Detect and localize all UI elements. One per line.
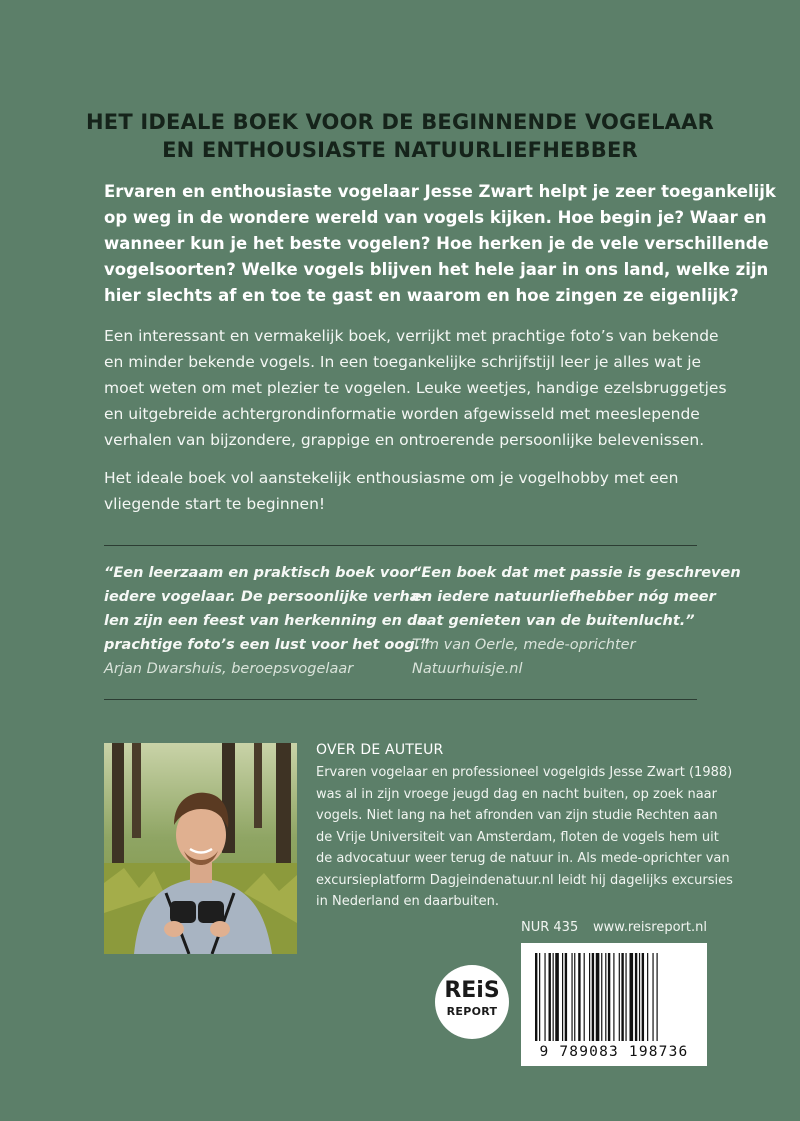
intro-line: Ervaren en enthousiaste vogelaar Jesse Zwart helpt je zeer toegankelijk [104, 182, 776, 201]
quote-line: iedere vogelaar. De persoonlijke verha- [104, 589, 426, 605]
barcode-bar [589, 953, 590, 1041]
barcode-bar [601, 953, 602, 1041]
quote-attribution: Tim van Oerle, mede-oprichter [412, 637, 636, 653]
quote-line: “Een boek dat met passie is geschreven [412, 565, 741, 581]
barcode-bar [619, 953, 620, 1041]
author-bio-line: de advocatuur weer terug de natuur in. Als mede-oprichter van [316, 851, 730, 866]
quote-line: prachtige foto’s een lust voor het oog.” [104, 637, 430, 653]
barcode-bar [642, 953, 644, 1041]
closing-paragraph [104, 465, 714, 517]
barcode-bar [544, 953, 545, 1041]
author-bio-line: in Nederland en daarbuiten. [316, 894, 499, 909]
intro-line: op weg in de wondere wereld van vogels kijken. Hoe begin je? Waar en [104, 208, 767, 227]
barcode-bar [555, 953, 559, 1041]
nur-code: NUR 435 [521, 920, 579, 935]
divider-top [104, 545, 697, 546]
barcode-bar [592, 953, 594, 1041]
barcode-bar [565, 953, 567, 1041]
closing-line: vliegende start te beginnen! [104, 495, 326, 513]
barcode-bar [535, 953, 537, 1041]
description-line: en uitgebreide achtergrondinformatie worden afgewisseld met meeslepende [104, 405, 700, 423]
author-heading: OVER DE AUTEUR [316, 742, 444, 758]
barcode-bar [549, 953, 551, 1041]
quote-line: “Een leerzaam en praktisch boek voor [104, 565, 417, 581]
barcode-bar [596, 953, 600, 1041]
barcode-bar [574, 953, 575, 1041]
barcode-bar [657, 953, 658, 1041]
barcode-bar [562, 953, 563, 1041]
publisher-website: www.reisreport.nl [593, 920, 707, 935]
barcode-bar [630, 953, 634, 1041]
author-bio-line: was al in zijn vroege jeugd dag en nacht buiten, op zoek naar [316, 786, 717, 802]
intro-line: wanneer kun je het beste vogelen? Hoe herken je de vele verschillende [104, 234, 769, 253]
barcode-bar [639, 953, 640, 1041]
quote-dwarshuis [104, 561, 430, 681]
quote-attribution: Arjan Dwarshuis, beroepsvogelaar [104, 661, 354, 677]
quote-line: laat genieten van de buitenlucht.” [412, 613, 695, 629]
author-bio-line: vogels. Niet lang na het afronden van zijn studie Rechten aan [316, 808, 718, 823]
description-line: verhalen van bijzondere, grappige en ontroerende persoonlijke belevenissen. [104, 431, 705, 449]
back-cover-headline [60, 108, 740, 164]
logo-main-text: REiS [444, 978, 500, 1003]
barcode-bar [652, 953, 653, 1041]
barcode-bar [613, 953, 614, 1041]
isbn-barcode [521, 943, 707, 1066]
barcode-bar [647, 953, 648, 1041]
quote-attribution: Natuurhuisje.nl [412, 661, 523, 677]
intro-line: hier slechts af en toe te gast en waarom en hoe zingen ze eigenlijk? [104, 286, 739, 305]
barcode-bar [578, 953, 580, 1041]
barcode-bar [635, 953, 637, 1041]
author-bio-line: excursieplatform Dagjeindenatuur.nl leidt hij dagelijks excursies [316, 872, 733, 888]
barcode-bar [605, 953, 606, 1041]
barcode-bar [584, 953, 585, 1041]
description-paragraph [104, 323, 727, 453]
quote-line: en iedere natuurliefhebber nóg meer [412, 589, 716, 605]
description-line: moet weten om met plezier te vogelen. Leuke weetjes, handige ezelsbruggetjes [104, 379, 727, 397]
headline-line-2: EN ENTHOUSIASTE NATUURLIEFHEBBER [162, 138, 638, 162]
barcode-bars [535, 953, 693, 1041]
barcode-bar [625, 953, 626, 1041]
barcode-bar [571, 953, 572, 1041]
quote-van-oerle [412, 561, 741, 681]
author-bio-line: Ervaren vogelaar en professioneel vogelgids Jesse Zwart (1988) [316, 765, 733, 780]
barcode-bar [621, 953, 623, 1041]
isbn-number: 9 789083 198736 [539, 1044, 689, 1060]
author-bio [316, 762, 733, 913]
barcode-bar [608, 953, 610, 1041]
headline-line-1: HET IDEALE BOEK VOOR DE BEGINNENDE VOGELAAR [86, 110, 714, 134]
logo-sub-text: REPORT [446, 1005, 498, 1018]
quote-line: len zijn een feest van herkenning en de [104, 613, 428, 629]
barcode-bar [553, 953, 554, 1041]
description-line: en minder bekende vogels. In een toegankelijke schrijfstijl leer je alles wat je [104, 353, 702, 371]
intro-paragraph [104, 179, 776, 309]
author-bio-line: de Vrije Universiteit van Amsterdam, floten de vogels hem uit [316, 829, 719, 845]
author-photo [104, 743, 297, 954]
author-photo-illustration [104, 743, 297, 954]
intro-line: vogelsoorten? Welke vogels blijven het hele jaar in ons land, welke zijn [104, 260, 769, 279]
divider-bottom [104, 699, 697, 700]
reis-report-logo [435, 965, 509, 1039]
description-line: Een interessant en vermakelijk boek, verrijkt met prachtige foto’s van bekende [104, 327, 719, 345]
barcode-bar [539, 953, 540, 1041]
closing-line: Het ideale boek vol aanstekelijk enthousiasme om je vogelhobby met een [104, 469, 679, 487]
